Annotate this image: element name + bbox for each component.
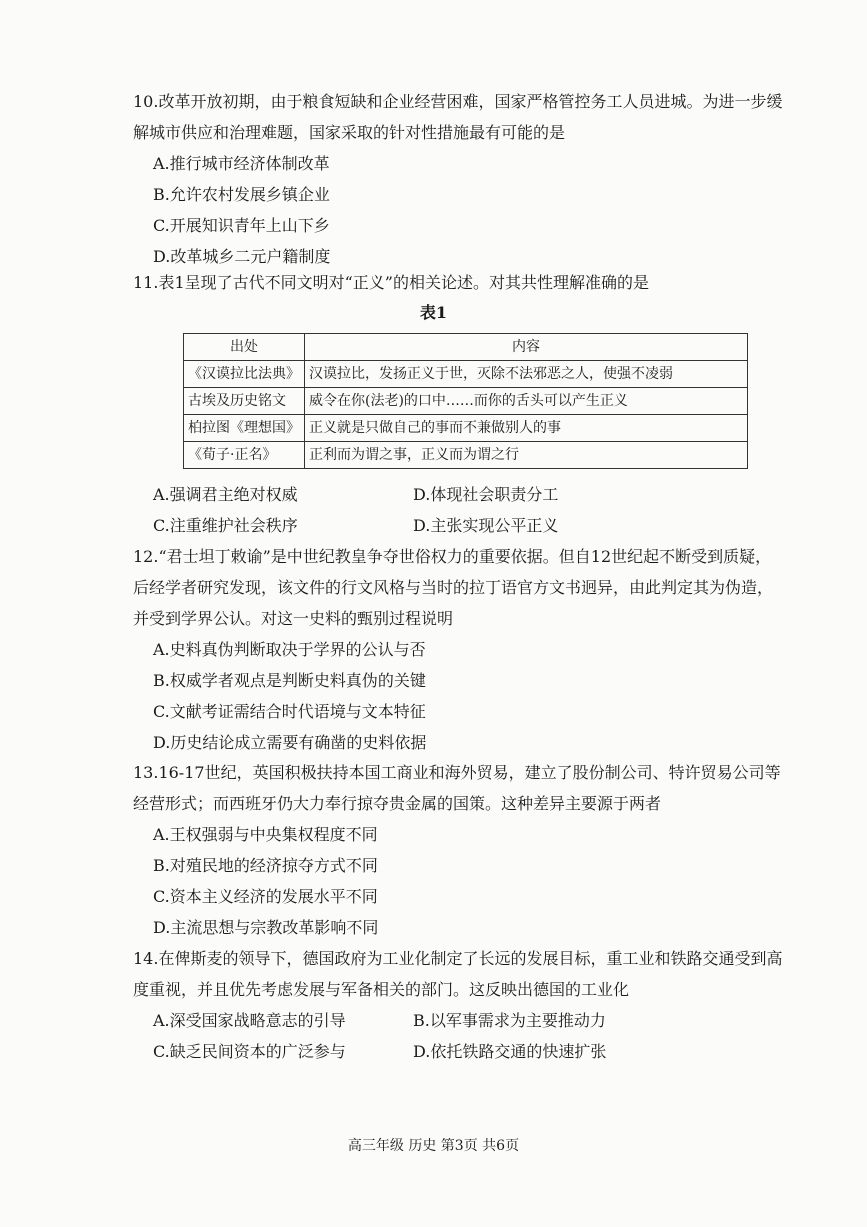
question-10-stem: 10.改革开放初期，由于粮食短缺和企业经营困难，国家严格管控务工人员进城。为进一步缓解城市供应和治理难题，国家采取的针对性措施最有可能的是 bbox=[133, 92, 783, 142]
question-11 bbox=[133, 267, 783, 298]
question-14-option-d: D.依托铁路交通的快速扩张 bbox=[413, 1042, 607, 1061]
question-13-option-c: C.资本主义经济的发展水平不同 bbox=[153, 887, 378, 906]
question-14-option-b: B.以军事需求为主要推动力 bbox=[413, 1011, 606, 1030]
question-10-option-d: D.改革城乡二元户籍制度 bbox=[153, 247, 331, 266]
table-cell-content: 威令在你(法老)的口中……而你的舌头可以产生正义 bbox=[305, 388, 748, 415]
table-cell-content: 正利而为谓之事，正义而为谓之行 bbox=[305, 442, 748, 469]
table-cell-source: 柏拉图《理想国》 bbox=[184, 415, 305, 442]
table-row bbox=[184, 415, 748, 442]
question-10-option-a: A.推行城市经济体制改革 bbox=[153, 154, 330, 173]
question-10 bbox=[133, 86, 783, 272]
question-12-option-d: D.历史结论成立需要有确凿的史料依据 bbox=[153, 733, 427, 752]
question-11-option-d: D.主张实现公平正义 bbox=[413, 516, 559, 535]
question-11-option-c: C.注重维护社会秩序 bbox=[153, 516, 298, 535]
table-row bbox=[184, 442, 748, 469]
table-cell-source: 《汉谟拉比法典》 bbox=[184, 361, 305, 388]
question-14 bbox=[133, 943, 783, 1067]
question-14-stem: 14.在俾斯麦的领导下，德国政府为工业化制定了长远的发展目标，重工业和铁路交通受到高度重视，并且优先考虑发展与军备相关的部门。这反映出德国的工业化 bbox=[133, 949, 783, 999]
table-row bbox=[184, 388, 748, 415]
question-12-option-c: C.文献考证需结合时代语境与文本特征 bbox=[153, 702, 426, 721]
question-12-stem: 12.“君士坦丁敕谕”是中世纪教皇争夺世俗权力的重要依据。但自12世纪起不断受到质疑，后经学者研究发现，该文件的行文风格与当时的拉丁语官方文书迥异，由此判定其为伪造，并受到学界公认。对这一史料的甄别过程说明 bbox=[133, 547, 774, 628]
table-title: 表1 bbox=[419, 303, 448, 322]
question-12-option-a: A.史料真伪判断取决于学界的公认与否 bbox=[153, 640, 426, 659]
table-row bbox=[184, 361, 748, 388]
table-cell-source: 《荀子·正名》 bbox=[184, 442, 305, 469]
question-12 bbox=[133, 541, 783, 758]
table-cell-content: 正义就是只做自己的事而不兼做别人的事 bbox=[305, 415, 748, 442]
table-cell-source: 古埃及历史铭文 bbox=[184, 388, 305, 415]
question-13 bbox=[133, 757, 783, 943]
question-11-option-a: A.强调君主绝对权威 bbox=[153, 485, 298, 504]
question-12-option-b: B.权威学者观点是判断史料真伪的关键 bbox=[153, 671, 426, 690]
question-14-option-a: A.深受国家战略意志的引导 bbox=[153, 1011, 346, 1030]
table-header-row bbox=[184, 334, 748, 361]
question-10-option-b: B.允许农村发展乡镇企业 bbox=[153, 185, 330, 204]
page-footer: 高三年级 历史 第3页 共6页 bbox=[347, 1138, 520, 1154]
question-13-stem: 13.16-17世纪，英国积极扶持本国工商业和海外贸易，建立了股份制公司、特许贸易公司等经营形式；而西班牙仍大力奉行掠夺贵金属的国策。这种差异主要源于两者 bbox=[133, 763, 781, 813]
question-10-option-c: C.开展知识青年上山下乡 bbox=[153, 216, 330, 235]
question-11-stem: 11.表1呈现了古代不同文明对“正义”的相关论述。对其共性理解准确的是 bbox=[133, 273, 649, 292]
question-14-option-c: C.缺乏民间资本的广泛参与 bbox=[153, 1042, 346, 1061]
justice-table bbox=[183, 333, 748, 469]
question-13-option-d: D.主流思想与宗教改革影响不同 bbox=[153, 918, 379, 937]
table-header-content: 内容 bbox=[305, 334, 748, 361]
question-13-option-b: B.对殖民地的经济掠夺方式不同 bbox=[153, 856, 378, 875]
table-cell-content: 汉谟拉比，发扬正义于世，灭除不法邪恶之人，使强不凌弱 bbox=[305, 361, 748, 388]
question-13-option-a: A.王权强弱与中央集权程度不同 bbox=[153, 825, 378, 844]
question-11-options bbox=[133, 479, 783, 541]
question-11-option-d-alt: D.体现社会职责分工 bbox=[413, 485, 559, 504]
table-header-source: 出处 bbox=[184, 334, 305, 361]
